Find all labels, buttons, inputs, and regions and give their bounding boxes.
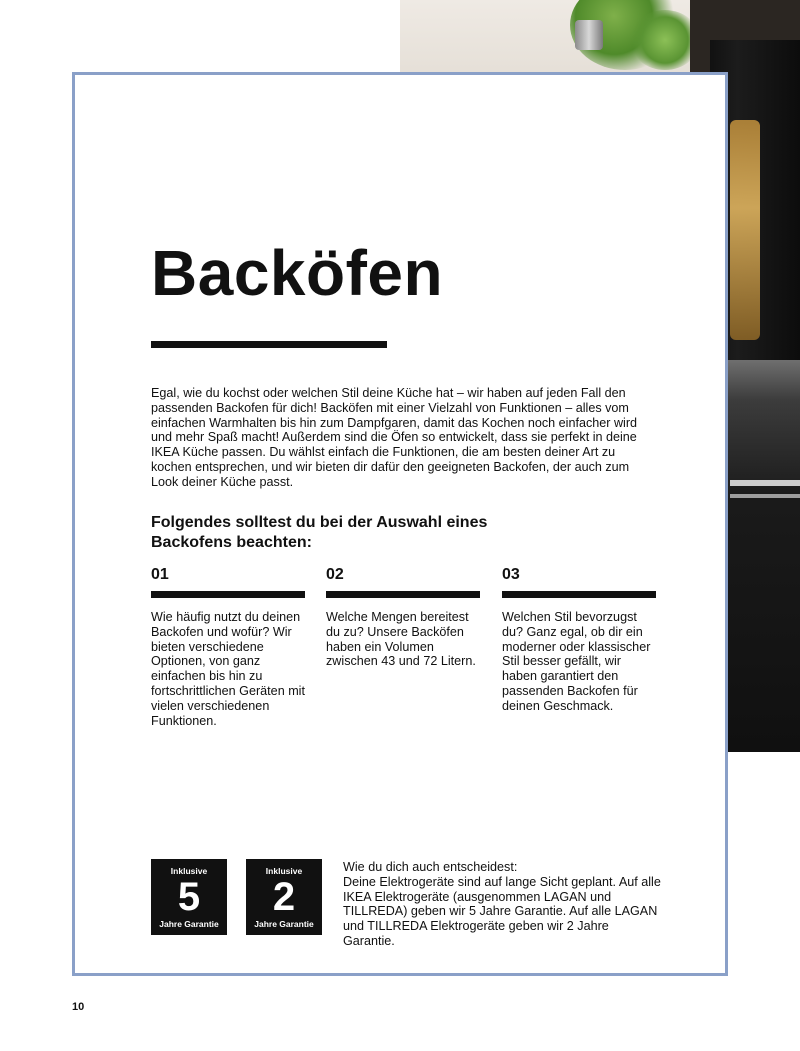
tip-column-2 bbox=[326, 565, 480, 669]
tip-column-1 bbox=[151, 565, 305, 728]
page-number: 10 bbox=[72, 1001, 85, 1013]
title-underline bbox=[151, 341, 387, 348]
content-card bbox=[72, 72, 728, 976]
warranty-badge-5-years bbox=[151, 859, 227, 935]
tip-divider bbox=[151, 591, 305, 598]
metal-pot bbox=[575, 20, 603, 50]
tip-divider bbox=[326, 591, 480, 598]
tip-column-3 bbox=[502, 565, 656, 714]
badge-label-bottom: Jahre Garantie bbox=[159, 919, 219, 929]
tip-text: Welche Mengen bereitest du zu? Unsere Backöfen haben ein Volumen zwischen 43 und 72 Litern. bbox=[326, 610, 476, 669]
badge-label-top: Inklusive bbox=[170, 866, 208, 876]
tip-number: 02 bbox=[326, 566, 344, 583]
intro-paragraph: Egal, wie du kochst oder welchen Stil deine Küche hat – wir haben auf jeden Fall den passenden Backofen für dich! Backöfen mit einer Vielzahl von Funktionen – alles vom einfachen Warmhalten bis hin zum Dampfgaren, damit das Kochen noch einfacher wird und mehr Spaß macht! Außerdem sind die Öfen so entwickelt, dass sie perfekt in deine IKEA Küche passen. Du wählst einfach die Funktionen, die am besten deiner Art zu kochen entsprechen, und wir bieten dir dafür den geeigneten Backofen, der auch zum Look deiner Küche passt. bbox=[151, 386, 638, 489]
oven-rack bbox=[730, 480, 800, 486]
tip-text: Wie häufig nutzt du deinen Backofen und wofür? Wir bieten verschiedene Optionen, von ganz einfachen bis hin zu fortschrittlichen Geräten mit vielen verschiedenen Funktionen. bbox=[151, 610, 305, 728]
oven-rack-lower bbox=[730, 494, 800, 498]
warranty-note-body: Deine Elektrogeräte sind auf lange Sicht geplant. Auf alle IKEA Elektrogeräte (ausgenommen LAGAN und TILLREDA) geben wir 5 Jahre Garantie. Auf alle LAGAN und TILLREDA Elektrogeräte geben wir 2 Jahre Garantie. bbox=[343, 874, 661, 948]
warranty-badge-2-years bbox=[246, 859, 322, 935]
tip-divider bbox=[502, 591, 656, 598]
tip-text: Welchen Stil bevorzugst du? Ganz egal, ob dir ein moderner oder klassischer Stil besser gefällt, wir haben garantiert den passenden Backofen für deinen Geschmack. bbox=[502, 610, 651, 713]
badge-label-bottom: Jahre Garantie bbox=[254, 919, 314, 929]
warranty-note-lead: Wie du dich auch entscheidest: bbox=[343, 860, 518, 874]
tip-number: 01 bbox=[151, 566, 169, 583]
tip-number: 03 bbox=[502, 566, 520, 583]
badge-value: 5 bbox=[177, 875, 201, 919]
badge-value: 2 bbox=[272, 875, 296, 919]
warranty-note bbox=[343, 860, 663, 949]
badge-label-top: Inklusive bbox=[265, 866, 303, 876]
oven-door bbox=[720, 360, 800, 752]
oven-light bbox=[730, 120, 760, 340]
page-title: Backöfen bbox=[151, 237, 444, 309]
tips-heading: Folgendes solltest du bei der Auswahl eines Backofens beachten: bbox=[151, 514, 488, 551]
